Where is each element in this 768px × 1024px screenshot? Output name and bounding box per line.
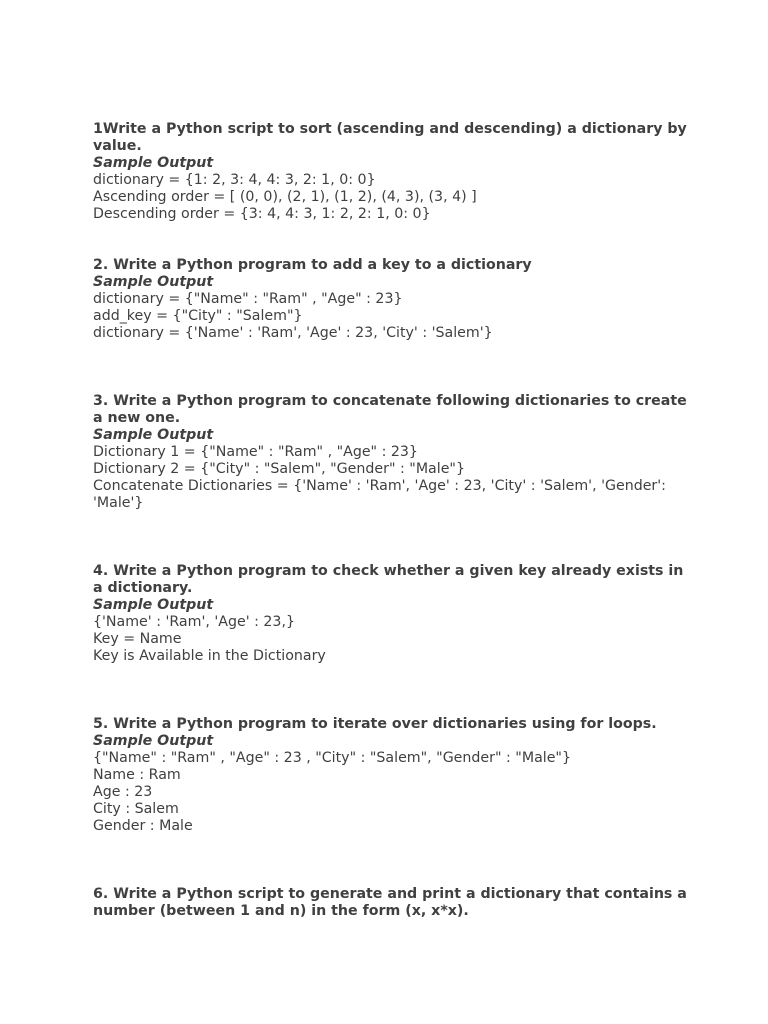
- output-line: {'Name' : 'Ram', 'Age' : 23,}: [93, 614, 295, 630]
- question-3: [93, 393, 693, 512]
- output-line: add_key = {"City" : "Salem"}: [93, 308, 303, 324]
- output-line: Ascending order = [ (0, 0), (2, 1), (1, 2), (4, 3), (3, 4) ]: [93, 189, 477, 205]
- spacer: [93, 223, 693, 257]
- question-4: [93, 563, 693, 665]
- question-title: 1Write a Python script to sort (ascending and descending) a dictionary by value.: [93, 121, 687, 154]
- output-line: Name : Ram: [93, 767, 181, 783]
- output-line: Age : 23: [93, 784, 153, 800]
- output-line: dictionary = {'Name' : 'Ram', 'Age' : 23, 'City' : 'Salem'}: [93, 325, 493, 341]
- output-line: {"Name" : "Ram" , "Age" : 23 , "City" : "Salem", "Gender" : "Male"}: [93, 750, 571, 766]
- output-line: Dictionary 2 = {"City" : "Salem", "Gender" : "Male"}: [93, 461, 465, 477]
- question-title: 4. Write a Python program to check whether a given key already exists in a dictionary.: [93, 563, 684, 596]
- sample-output-label: Sample Output: [93, 733, 214, 749]
- question-title: 2. Write a Python program to add a key to a dictionary: [93, 257, 532, 273]
- output-line: Key is Available in the Dictionary: [93, 648, 326, 664]
- sample-output-label: Sample Output: [93, 155, 214, 171]
- sample-output-label: Sample Output: [93, 274, 214, 290]
- document-body: [93, 121, 693, 920]
- question-5: [93, 716, 693, 835]
- spacer: [93, 512, 693, 563]
- spacer: [93, 835, 693, 886]
- question-title: 3. Write a Python program to concatenate following dictionaries to create a new one.: [93, 393, 687, 426]
- question-6: [93, 886, 693, 920]
- output-line: Dictionary 1 = {"Name" : "Ram" , "Age" : 23}: [93, 444, 418, 460]
- question-1: [93, 121, 693, 223]
- output-line: Concatenate Dictionaries = {'Name' : 'Ram', 'Age' : 23, 'City' : 'Salem', 'Gender': 'Male'}: [93, 478, 671, 511]
- spacer: [93, 665, 693, 716]
- output-line: Gender : Male: [93, 818, 193, 834]
- output-line: Descending order = {3: 4, 4: 3, 1: 2, 2: 1, 0: 0}: [93, 206, 431, 222]
- output-line: City : Salem: [93, 801, 179, 817]
- output-line: Key = Name: [93, 631, 182, 647]
- output-line: dictionary = {1: 2, 3: 4, 4: 3, 2: 1, 0: 0}: [93, 172, 376, 188]
- sample-output-label: Sample Output: [93, 427, 214, 443]
- spacer: [93, 342, 693, 393]
- sample-output-label: Sample Output: [93, 597, 214, 613]
- question-title: 5. Write a Python program to iterate over dictionaries using for loops.: [93, 716, 657, 732]
- question-2: [93, 257, 693, 342]
- output-line: dictionary = {"Name" : "Ram" , "Age" : 23}: [93, 291, 403, 307]
- question-title: 6. Write a Python script to generate and print a dictionary that contains a number (between 1 and n) in the form (x, x*x).: [93, 886, 687, 919]
